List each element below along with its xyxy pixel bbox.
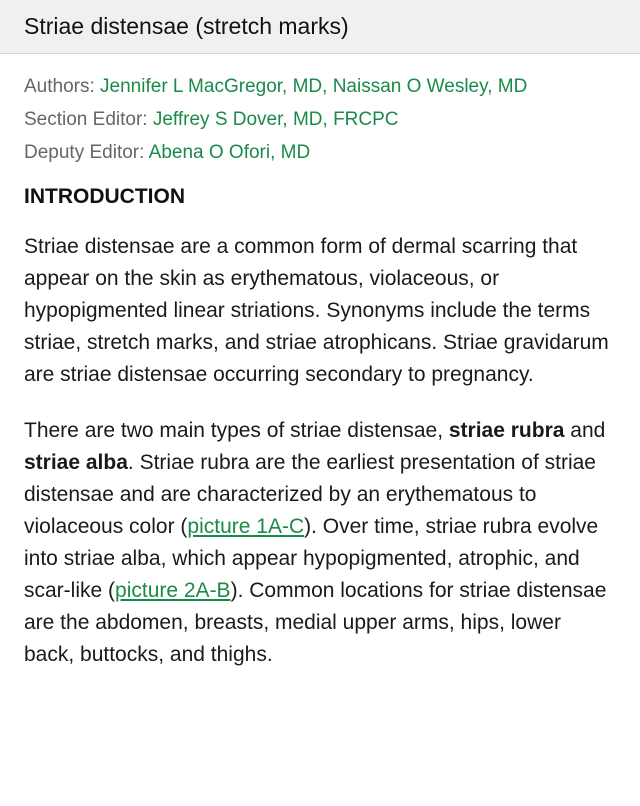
introduction-paragraph-2 (24, 415, 616, 671)
article-meta (0, 54, 640, 165)
section-editor-label: Section Editor: (24, 109, 148, 130)
paragraph-2-text-5: ). Common locations for striae distensae are the abdomen, breasts, medial upper arms, hips, lower back, buttocks, and thighs. (24, 579, 607, 666)
term-striae-alba: striae alba (24, 451, 128, 474)
section-editor-line (24, 107, 616, 132)
authors-link[interactable]: Jennifer L MacGregor, MD, Naissan O Wesley, MD (100, 76, 528, 97)
picture-1-link[interactable]: picture 1A-C (187, 515, 305, 538)
term-striae-rubra: striae rubra (448, 419, 565, 442)
paragraph-2-text-4: ). Over time, striae rubra evolve into striae alba, which appear hypopigmented, atrophic, and scar-like ( (24, 515, 599, 602)
title-bar (0, 0, 640, 54)
paragraph-2-text-3: . Striae rubra are the earliest presentation of striae distensae and are characterized by an erythematous to violaceous color ( (24, 451, 596, 538)
picture-2-link[interactable]: picture 2A-B (115, 579, 231, 602)
paragraph-2-text-2: and (564, 419, 606, 442)
deputy-editor-link[interactable]: Abena O Ofori, MD (148, 142, 311, 163)
deputy-editor-line (24, 140, 616, 165)
paragraph-2-text-1: There are two main types of striae distensae, (24, 419, 449, 442)
introduction-heading: INTRODUCTION (24, 185, 185, 208)
authors-line (24, 74, 616, 99)
deputy-editor-label: Deputy Editor: (24, 142, 145, 163)
section-editor-link[interactable]: Jeffrey S Dover, MD, FRCPC (152, 109, 399, 130)
authors-label: Authors: (24, 76, 95, 97)
introduction-paragraph-1: Striae distensae are a common form of dermal scarring that appear on the skin as erythematous, violaceous, or hypopigmented linear striations. Synonyms include the terms striae, stretch marks, and striae atrophicans. Striae gravidarum are striae distensae occurring secondary to pregnancy. (24, 235, 609, 386)
page-title: Striae distensae (stretch marks) (24, 13, 349, 39)
